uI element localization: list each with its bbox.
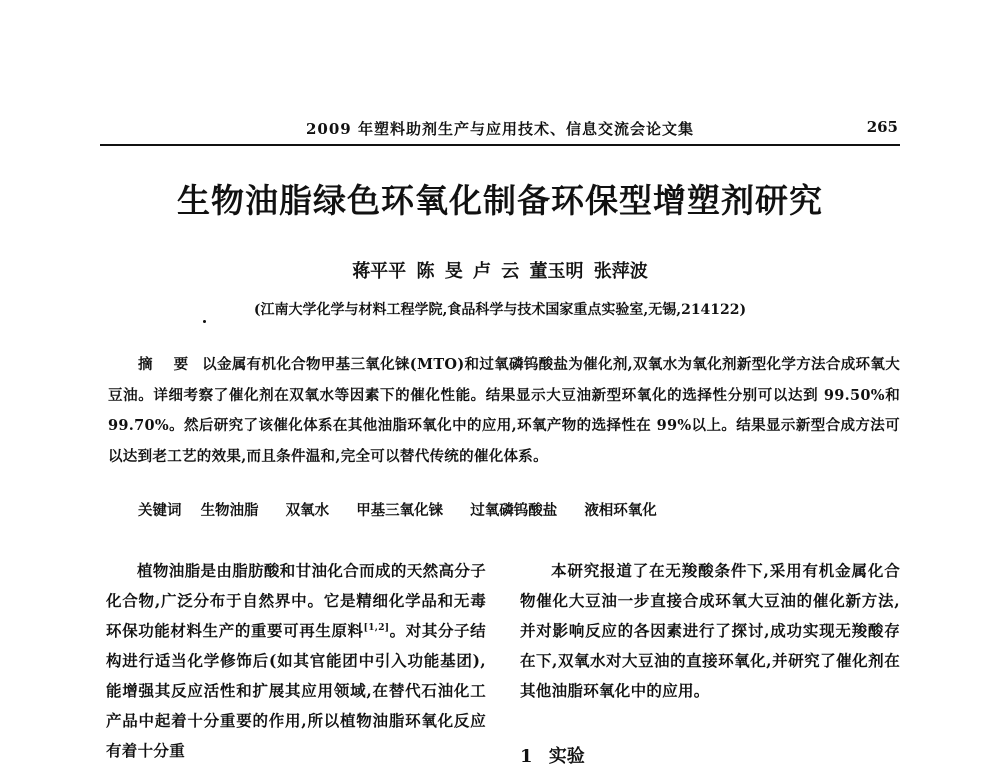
body-column-right: [520, 556, 900, 706]
keyword-item: 甲基三氧化铼: [356, 502, 444, 519]
running-title: 2009 年塑料助剂生产与应用技术、信息交流会论文集: [306, 120, 694, 138]
paper-title: 生物油脂绿色环氧化制备环保型增塑剂研究: [177, 181, 823, 220]
abstract: [108, 350, 900, 472]
keyword-item: 双氧水: [285, 502, 330, 519]
keyword-item: 生物油脂: [200, 502, 259, 519]
abstract-label: 摘 要: [138, 356, 197, 373]
body-text: 。对其分子结构进行适当化学修饰后(如其官能团中引入功能基团),能增强其反应活性和扩展其应用领域,在替代石油化工产品中起着十分重要的作用,所以植物油脂环氧化反应有着十分重: [106, 621, 486, 760]
affiliation: (江南大学化学与材料工程学院,食品科学与技术国家重点实验室,无锡,214122): [253, 302, 747, 318]
section-heading: 1 实验: [520, 746, 585, 767]
body-paragraph: 本研究报道了在无羧酸条件下,采用有机金属化合物催化大豆油一步直接合成环氧大豆油的催化新方法,并对影响反应的各因素进行了探讨,成功实现无羧酸存在下,双氧水对大豆油的直接环氧化,并研究了催化剂在其他油脂环氧化中的应用。: [520, 561, 900, 700]
body-column-left: [106, 556, 486, 766]
author-list: 蒋平平 陈 旻 卢 云 董玉明 张萍波: [352, 261, 648, 282]
keyword-item: 液相环氧化: [584, 502, 657, 519]
body-paragraph: [106, 556, 486, 766]
citation-marker: [1,2]: [363, 622, 390, 633]
running-header: [100, 118, 900, 146]
keywords: [138, 499, 900, 520]
keyword-item: 过氧磷钨酸盐: [470, 502, 558, 519]
abstract-text: 以金属有机化合物甲基三氧化铼(MTO)和过氧磷钨酸盐为催化剂,双氧水为氧化剂新型化学方法合成环氧大豆油。详细考察了催化剂在双氧水等因素下的催化性能。结果显示大豆油新型环氧化的选择性分别可以达到 99.50%和 99.70%。然后研究了该催化体系在其他油脂环氧化中的应用,环氧产物的选择性在 99%以上。结果显示新型合成方法可以达到老工艺的效果,而且条件温和,完全可以替代传统的催化体系。: [108, 356, 900, 465]
body-text: 植物油脂是由脂肪酸和甘油化合而成的天然高分子化合物,广泛分布于自然界中。它是精细化学品和无毒环保功能材料生产的重要可再生原料: [106, 561, 486, 640]
page-number: 265: [866, 118, 898, 136]
stray-dot: [203, 320, 206, 323]
keywords-label: 关键词: [138, 502, 182, 519]
